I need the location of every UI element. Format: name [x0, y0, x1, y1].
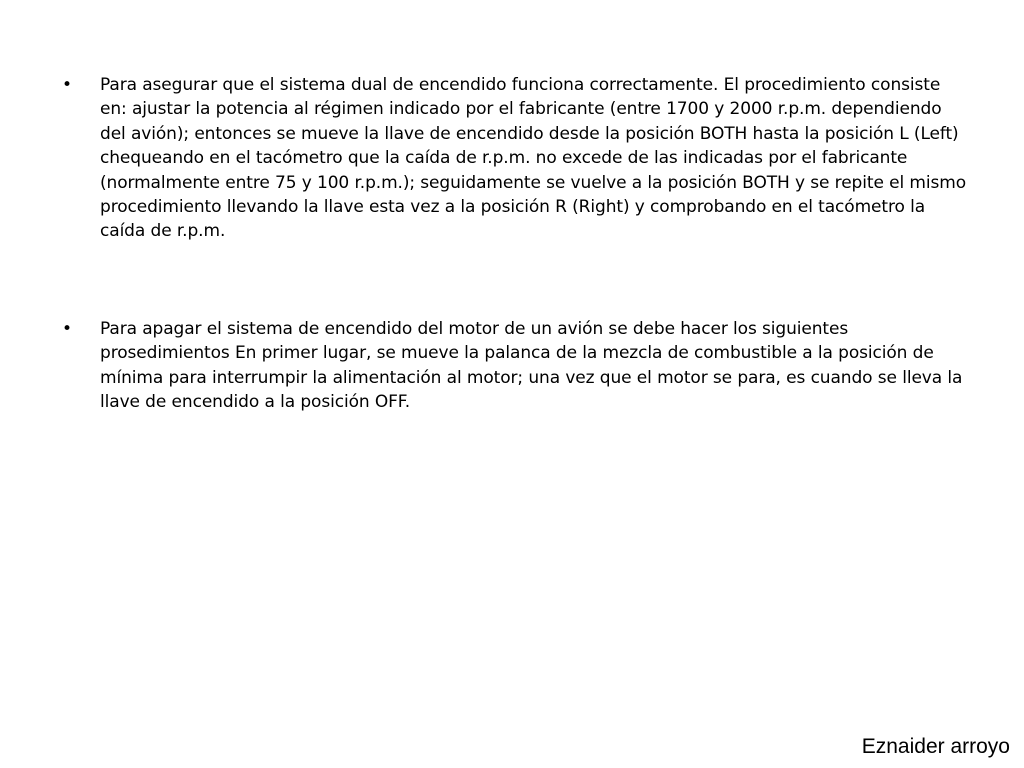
- bullet-item-ignition-check: [62, 73, 967, 244]
- bullet-marker: •: [62, 318, 72, 339]
- bullet-marker: •: [62, 75, 72, 95]
- bullet-item-engine-shutdown: [62, 317, 967, 415]
- bullet-list: [62, 73, 967, 414]
- bullet-text: Para apagar el sistema de encendido del motor de un avión se debe hacer los siguientes prosedimientos En primer lugar, se mueve la palanca de la mezcla de combustible a la posición de mínima para interrumpir la alimentación al motor; una vez que el motor se para, es cuando se lleva la llave de encendido a la posición OFF.: [100, 318, 963, 413]
- footer-author: Eznaider arroyo: [861, 735, 1010, 758]
- bullet-text: Para asegurar que el sistema dual de encendido funciona correctamente. El procedimiento consiste en: ajustar la potencia al régimen indicado por el fabricante (entre 1700 y 2000 r.p.m. dependiendo del avión); entonces se mueve la llave de encendido desde la posición BOTH hasta la posición L (Left) chequeando en el tacómetro que la caída de r.p.m. no excede de las indicadas por el fabricante (normalmente entre 75 y 100 r.p.m.); seguidamente se vuelve a la posición BOTH y se repite el mismo procedimiento llevando la llave esta vez a la posición R (Right) y comprobando en el tacómetro la caída de r.p.m.: [100, 75, 966, 242]
